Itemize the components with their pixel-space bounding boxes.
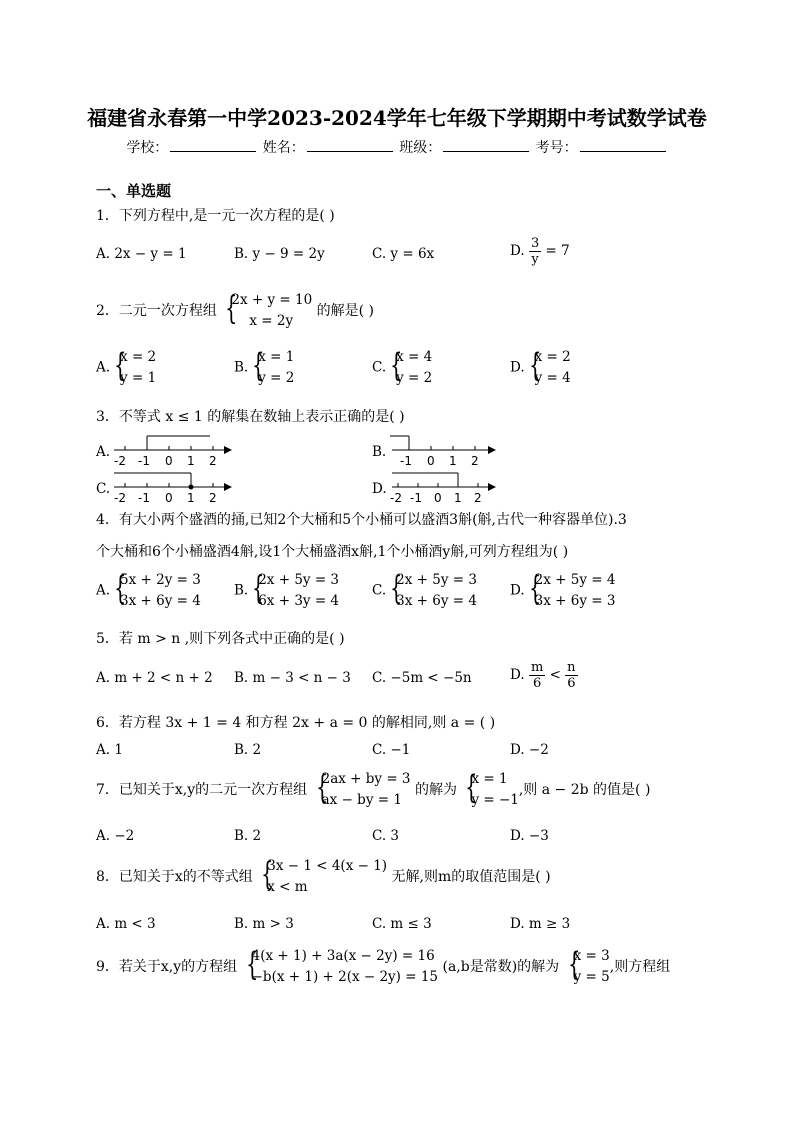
q3-c-tick-label: 2 <box>209 491 217 505</box>
exam-number-blank[interactable] <box>580 139 666 152</box>
q3-a-tick-label: -1 <box>138 454 150 468</box>
q3-b-tick-label: 0 <box>427 454 435 468</box>
question-5-stem: 5．若 m > n ,则下列各式中正确的是( ) <box>96 631 345 647</box>
name-label: 姓名： <box>262 140 305 156</box>
q3-a-ticks <box>125 446 213 450</box>
school-label: 学校： <box>126 140 169 156</box>
exam-number-label: 考号： <box>535 140 578 156</box>
question-8-stem: 8．已知关于x的不等式组 { 3x − 1 < 4(x − 1) x < m 无解,则m的取值范围是( ) <box>96 855 551 895</box>
q1-option-d[interactable] <box>510 236 570 267</box>
q6-option-c[interactable]: C. −1 <box>372 742 411 758</box>
q2-option-a[interactable]: A. { x = 2 y = 1 <box>96 346 157 386</box>
question-4-line-1: 4．有大小两个盛酒的捅,已知2个大桶和5个小桶可以盛酒3斛(斛,古代一种容器单位).3 <box>96 512 627 528</box>
q7-option-a[interactable]: A. −2 <box>96 828 135 844</box>
q3-c-tick-label: 1 <box>187 491 195 505</box>
q8-option-d[interactable]: D. m ≥ 3 <box>510 916 571 932</box>
q3-a-tick-label: -2 <box>114 454 126 468</box>
q3-d-tick-label: -2 <box>390 491 402 505</box>
q3-b-tick-label: 2 <box>471 454 479 468</box>
q8-option-c[interactable]: C. m ≤ 3 <box>372 916 432 932</box>
question-9-stem: 9．若关于x,y的方程组 { 4(x + 1) + 3a(x − 2y) = 16 −b(x + 1) + 2(x − 2y) = 15 (a,b是常数)的解为 { x = 3 y = 5 ,则方程组 <box>96 945 671 985</box>
q1-option-a[interactable]: A. 2x − y = 1 <box>96 246 187 262</box>
q3-d-tick-label: -1 <box>410 491 422 505</box>
q3-number-line-b[interactable] <box>388 432 498 468</box>
q5-option-b[interactable]: B. m − 3 < n − 3 <box>234 670 351 686</box>
q2-option-c[interactable]: C. { x = 4 y = 2 <box>372 346 433 386</box>
q3-number-line-d[interactable] <box>388 469 498 505</box>
school-blank[interactable] <box>170 139 256 152</box>
q7-option-d[interactable]: D. −3 <box>510 828 549 844</box>
q3-a-tick-label: 1 <box>187 454 195 468</box>
q3-a-tick-label: 0 <box>165 454 173 468</box>
q3-label-a[interactable]: A. <box>96 444 111 460</box>
question-1-stem: 1．下列方程中,是一元一次方程的是( ) <box>96 208 335 224</box>
q1-d-rest: = 7 <box>545 243 570 259</box>
q2-stem-pre: 2．二元一次方程组 <box>96 303 217 319</box>
q2-system: { 2x + y = 10 x = 2y <box>225 289 313 329</box>
q2-stem-post: 的解是( ) <box>316 303 374 319</box>
q7-option-c[interactable]: C. 3 <box>372 828 400 844</box>
q1-d-fraction: $\frac{3}{y}$ <box>530 236 540 267</box>
q3-d-tick-label: 0 <box>434 491 442 505</box>
q4-option-c[interactable]: C. { 2x + 5y = 3 3x + 6y = 4 <box>372 569 477 609</box>
q3-c-tick-label: -2 <box>114 491 126 505</box>
q6-option-a[interactable]: A. 1 <box>96 742 123 758</box>
question-7-stem: 7．已知关于x,y的二元一次方程组 { 2ax + by = 3 ax − by = 1 的解为 { x = 1 y = −1 ,则 a − 2b 的值是( ) <box>96 768 651 808</box>
q3-b-tick-label: 1 <box>449 454 457 468</box>
question-2-stem <box>96 290 374 332</box>
q4-option-d[interactable]: D. { 2x + 5y = 4 3x + 6y = 3 <box>510 569 616 609</box>
q6-option-d[interactable]: D. −2 <box>510 742 549 758</box>
q1-option-b[interactable]: B. y − 9 = 2y <box>234 246 325 262</box>
question-4-line-2: 个大桶和6个小桶盛酒4斛,设1个大桶盛酒x斛,1个小桶酒y斛,可列方程组为( ) <box>96 544 569 560</box>
q7-option-b[interactable]: B. 2 <box>234 828 262 844</box>
q3-c-tick-label: -1 <box>138 491 150 505</box>
q1-option-c[interactable]: C. y = 6x <box>372 246 435 262</box>
class-label: 班级： <box>399 140 442 156</box>
q3-c-tick-label: 0 <box>165 491 173 505</box>
q4-option-a[interactable]: A. { 5x + 2y = 3 3x + 6y = 4 <box>96 569 201 609</box>
q3-d-tick-label: 2 <box>474 491 482 505</box>
q8-option-a[interactable]: A. m < 3 <box>96 916 156 932</box>
q2-option-d[interactable]: D. { x = 2 y = 4 <box>510 346 571 386</box>
q8-option-b[interactable]: B. m > 3 <box>234 916 294 932</box>
question-3-stem: 3．不等式 x ≤ 1 的解集在数轴上表示正确的是( ) <box>96 409 405 425</box>
q1-d-label: D. <box>510 243 525 259</box>
q3-a-tick-label: 2 <box>209 454 217 468</box>
class-blank[interactable] <box>443 139 529 152</box>
q5-option-a[interactable]: A. m + 2 < n + 2 <box>96 670 213 686</box>
section-heading: 一、单选题 <box>96 182 172 200</box>
q2-option-b[interactable]: B. { x = 1 y = 2 <box>234 346 295 386</box>
q5-option-d[interactable]: D. $\frac{m}{6}$ < $\frac{n}{6}$ <box>510 660 576 691</box>
q3-b-tick-label: -1 <box>400 454 412 468</box>
question-6-stem: 6．若方程 3x + 1 = 4 和方程 2x + a = 0 的解相同,则 a = ( ) <box>96 715 496 731</box>
q3-d-tick-label: 1 <box>454 491 462 505</box>
exam-title: 福建省永春第一中学2023-2024学年七年级下学期期中考试数学试卷 <box>87 106 707 130</box>
q3-number-line-a[interactable] <box>110 432 232 468</box>
q4-option-b[interactable]: B. { 2x + 5y = 3 6x + 3y = 4 <box>234 569 340 609</box>
q3-label-c[interactable]: C. <box>96 481 111 497</box>
q5-option-c[interactable]: C. −5m < −5n <box>372 670 472 686</box>
q3-number-line-c[interactable] <box>110 469 232 505</box>
q3-label-d[interactable]: D. <box>372 481 387 497</box>
student-info-line <box>0 137 794 157</box>
name-blank[interactable] <box>307 139 393 152</box>
q6-option-b[interactable]: B. 2 <box>234 742 262 758</box>
q3-label-b[interactable]: B. <box>372 444 387 460</box>
